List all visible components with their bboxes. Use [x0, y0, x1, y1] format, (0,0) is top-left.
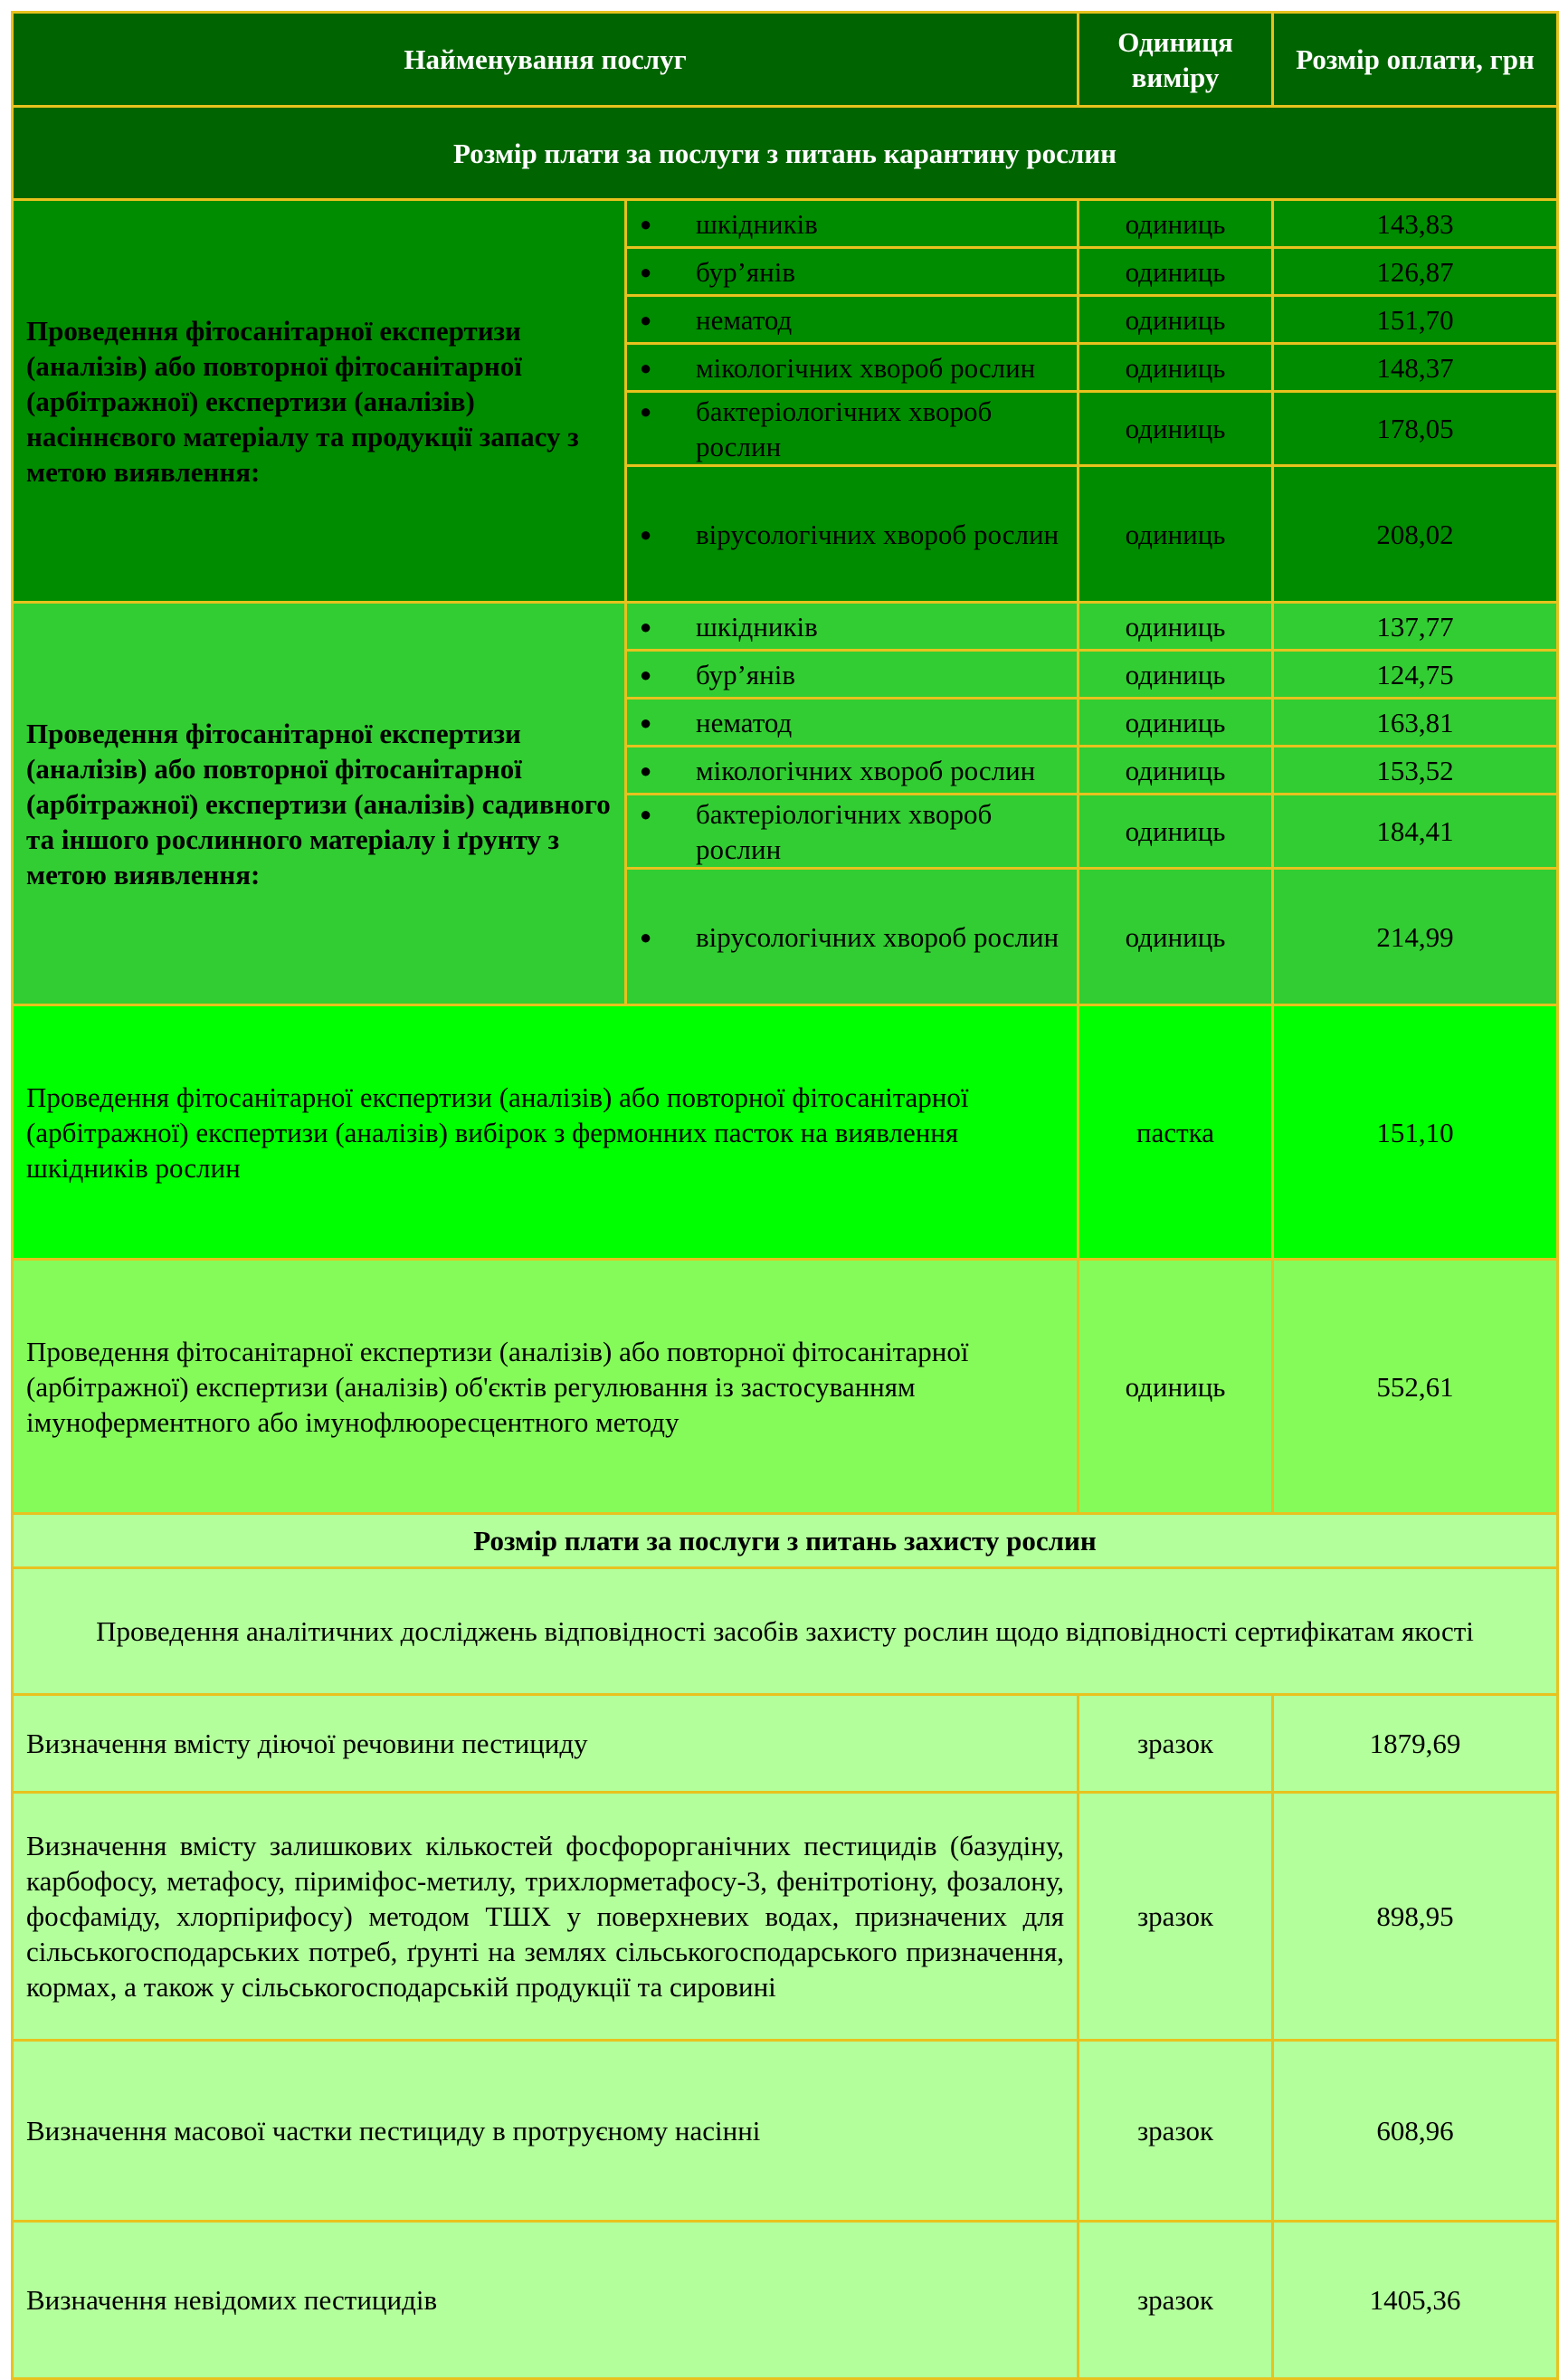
price-cell: 153,52	[1273, 747, 1558, 795]
bullet-icon: ●	[640, 802, 652, 825]
bullet-icon: ●	[640, 356, 652, 379]
bullet-icon: ●	[640, 614, 652, 638]
price-cell: 124,75	[1273, 651, 1558, 699]
price-cell: 208,02	[1273, 466, 1558, 603]
unit-cell: зразок	[1079, 1695, 1273, 1793]
table-row	[13, 1005, 1558, 1260]
price-cell: 126,87	[1273, 248, 1558, 296]
service-name: Визначення масової частки пестициду в протруєному насінні	[13, 2041, 1079, 2222]
price-cell: 151,10	[1273, 1005, 1558, 1260]
bullet-icon: ●	[640, 522, 652, 546]
price-cell: 178,05	[1273, 392, 1558, 466]
unit-cell: одиниць	[1079, 466, 1273, 603]
bullet-icon: ●	[640, 758, 652, 782]
price-cell: 1405,36	[1273, 2222, 1558, 2379]
section2-subtitle: Проведення аналітичних досліджень відповідності засобів захисту рослин щодо відповідності сертифікатам якості	[13, 1568, 1558, 1695]
unit-cell: одиниць	[1079, 296, 1273, 344]
table-row	[13, 1695, 1558, 1793]
list-item: ● вірусологічних хвороб рослин	[626, 466, 1079, 603]
service-name: Визначення невідомих пестицидів	[13, 2222, 1079, 2379]
price-cell: 137,77	[1273, 603, 1558, 651]
bullet-icon: ●	[640, 308, 652, 331]
table-row	[13, 2041, 1558, 2222]
unit-cell: одиниць	[1079, 1260, 1273, 1514]
list-item: ● мікологічних хвороб рослин	[626, 747, 1079, 795]
fee-table	[11, 11, 1559, 2380]
table-row	[13, 2222, 1558, 2379]
price-cell: 898,95	[1273, 1793, 1558, 2041]
price-cell: 214,99	[1273, 869, 1558, 1005]
service-name: Проведення фітосанітарної експертизи (аналізів) або повторної фітосанітарної (арбітражної) експертизи (аналізів) вибірок з фермонних пасток на виявлення шкідників рослин	[13, 1005, 1079, 1260]
header-price: Розмір оплати, грн	[1273, 13, 1558, 107]
header-unit: Одиниця виміру	[1079, 13, 1273, 107]
unit-cell: одиниць	[1079, 603, 1273, 651]
unit-cell: одиниць	[1079, 248, 1273, 296]
unit-cell: одиниць	[1079, 651, 1273, 699]
bullet-icon: ●	[640, 399, 652, 423]
section2-title-row	[13, 1514, 1558, 1568]
price-cell: 151,70	[1273, 296, 1558, 344]
table-row	[13, 200, 1558, 248]
list-item: ● бактеріологічних хвороб рослин	[626, 795, 1079, 869]
price-cell: 552,61	[1273, 1260, 1558, 1514]
unit-cell: пастка	[1079, 1005, 1273, 1260]
section2-title: Розмір плати за послуги з питань захисту рослин	[13, 1514, 1558, 1568]
list-item: ● бур’янів	[626, 248, 1079, 296]
price-cell: 163,81	[1273, 699, 1558, 747]
bullet-icon: ●	[640, 260, 652, 283]
list-item: ● бур’янів	[626, 651, 1079, 699]
bullet-icon: ●	[640, 662, 652, 686]
unit-cell: одиниць	[1079, 392, 1273, 466]
list-item: ● шкідників	[626, 603, 1079, 651]
table-row	[13, 1793, 1558, 2041]
section1-title-row	[13, 107, 1558, 200]
price-cell: 608,96	[1273, 2041, 1558, 2222]
unit-cell: зразок	[1079, 2222, 1273, 2379]
price-cell: 148,37	[1273, 344, 1558, 392]
unit-cell: одиниць	[1079, 869, 1273, 1005]
list-item: ● нематод	[626, 296, 1079, 344]
bullet-icon: ●	[640, 710, 652, 734]
unit-cell: зразок	[1079, 1793, 1273, 2041]
bullet-icon: ●	[640, 925, 652, 948]
unit-cell: одиниць	[1079, 699, 1273, 747]
list-item: ● нематод	[626, 699, 1079, 747]
unit-cell: одиниць	[1079, 344, 1273, 392]
header-name: Найменування послуг	[13, 13, 1079, 107]
service-name: Проведення фітосанітарної експертизи (аналізів) або повторної фітосанітарної (арбітражної) експертизи (аналізів) об'єктів регулювання із застосуванням імуноферментного або імунофлюоресцентного методу	[13, 1260, 1079, 1514]
group1-title: Проведення фітосанітарної експертизи (аналізів) або повторної фітосанітарної (арбітражної) експертизи (аналізів) насіннєвого матеріалу та продукції запасу з метою виявлення:	[13, 200, 626, 603]
unit-cell: зразок	[1079, 2041, 1273, 2222]
price-cell: 143,83	[1273, 200, 1558, 248]
section1-title: Розмір плати за послуги з питань карантину рослин	[13, 107, 1558, 200]
section2-subtitle-row	[13, 1568, 1558, 1695]
unit-cell: одиниць	[1079, 795, 1273, 869]
table-row	[13, 1260, 1558, 1514]
list-item: ● шкідників	[626, 200, 1079, 248]
bullet-icon: ●	[640, 212, 652, 235]
service-name: Визначення вмісту діючої речовини пестициду	[13, 1695, 1079, 1793]
list-item: ● бактеріологічних хвороб рослин	[626, 392, 1079, 466]
unit-cell: одиниць	[1079, 747, 1273, 795]
header-row	[13, 13, 1558, 107]
table-row	[13, 603, 1558, 651]
price-cell: 184,41	[1273, 795, 1558, 869]
service-name: Визначення вмісту залишкових кількостей фосфорорганічних пестицидів (базудіну, карбофосу, метафосу, піриміфос-метилу, трихлорметафосу-3, фенітротіону, фозалону, фосфаміду, хлорпірифосу) методом ТШХ у поверхневих водах, призначених для сільськогосподарських потреб, ґрунті на землях сільськогосподарського призначення, кормах, а також у сільськогосподарській продукції та сировині	[13, 1793, 1079, 2041]
unit-cell: одиниць	[1079, 200, 1273, 248]
list-item: ● мікологічних хвороб рослин	[626, 344, 1079, 392]
list-item: ● вірусологічних хвороб рослин	[626, 869, 1079, 1005]
price-cell: 1879,69	[1273, 1695, 1558, 1793]
group2-title: Проведення фітосанітарної експертизи (аналізів) або повторної фітосанітарної (арбітражної) експертизи (аналізів) садивного та іншого рослинного матеріалу і ґрунту з метою виявлення:	[13, 603, 626, 1005]
